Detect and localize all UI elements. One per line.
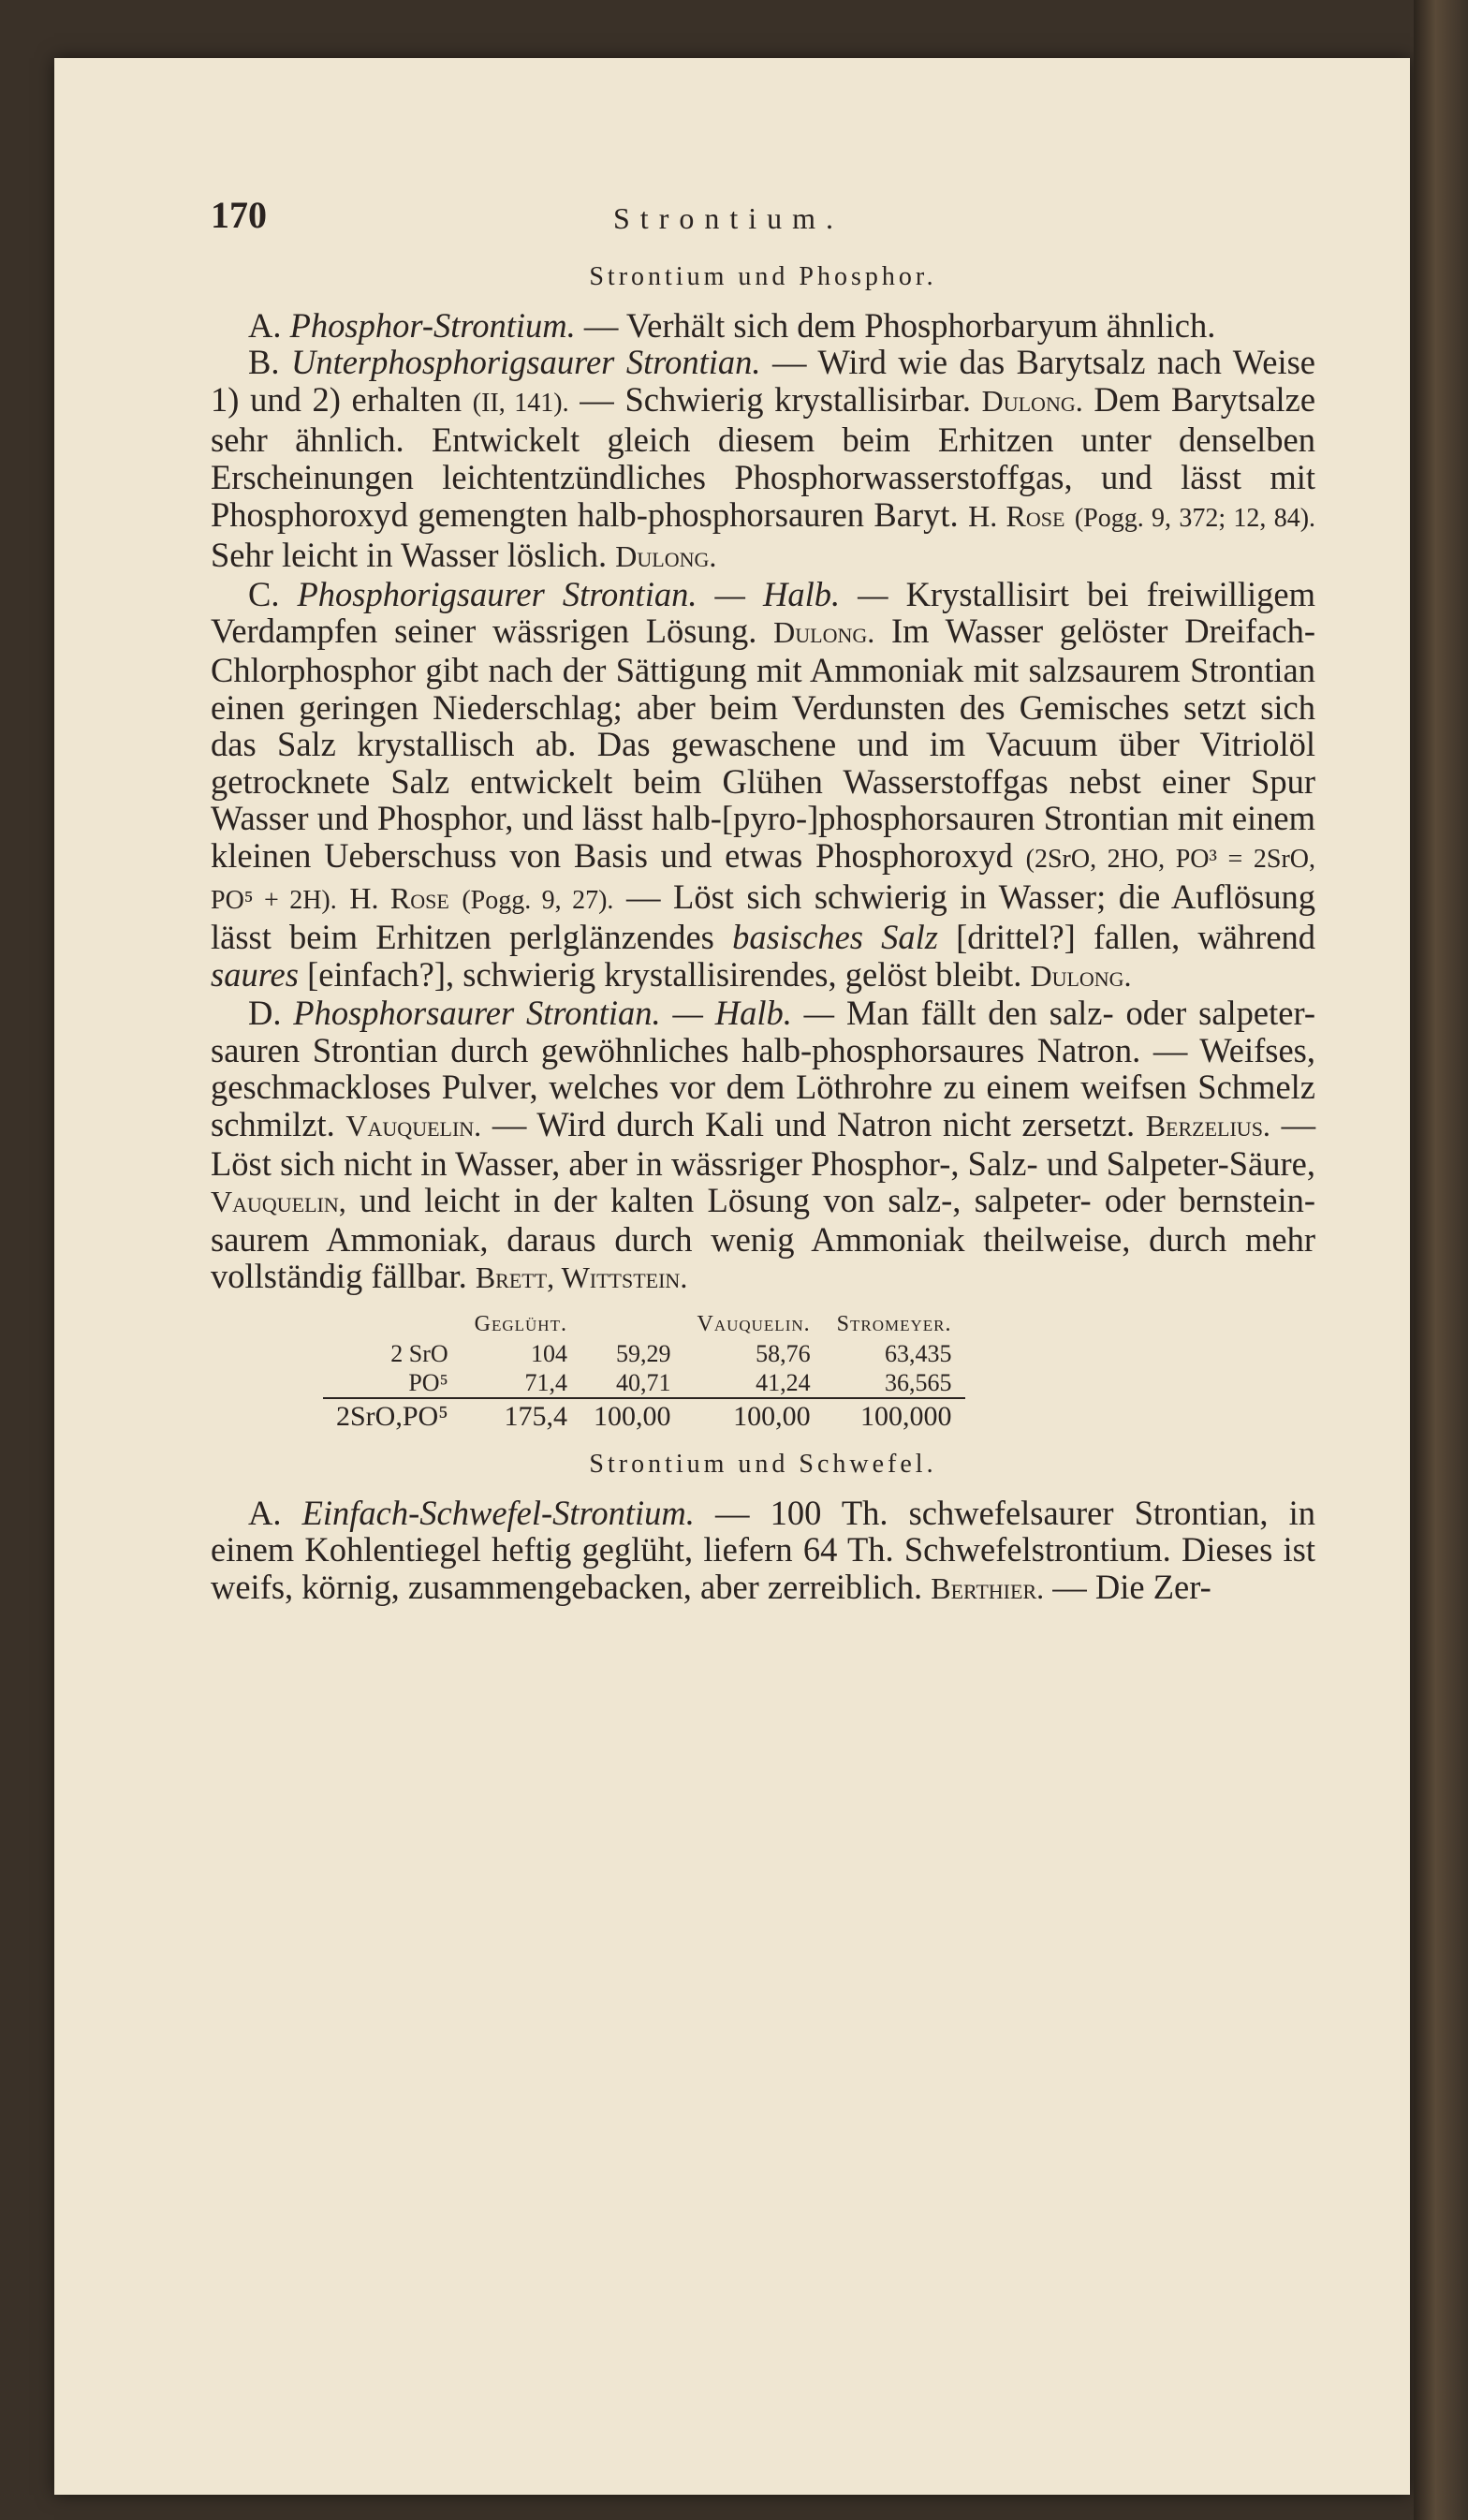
paragraph-c: C. Phosphorigsaurer Strontian. — Halb. — Krystallisirt bei freiwilligem Verdampfen seiner wässrigen Lösung. Dulong. Im Wasser gelöster Dreifach-Chlorphosphor gibt nach der Sättigung mit Ammoniak mit salzsaurem Strontian einen geringen Niederschlag; aber beim Verdunsten des Gemisches setzt sich das Salz krystallisch ab. Das gewaschene und im Vacuum über Vitriolöl getrocknete Salz entwickelt beim Glühen Wasserstoffgas nebst einer Spur Wasser und Phosphor, und lässt halb-[pyro-]phosphorsauren Strontian mit einem kleinen Ueberschuss von Basis und etwas Phosphoroxyd (2SrO, 2HO, PO³ = 2SrO, PO⁵ + 2H). H. Rose (Pogg. 9, 27). — Löst sich schwierig in Wasser; die Auflösung lässt beim Erhitzen perlglänzendes basisches Salz [drittel?] fallen, während saures [einfach?], schwierig krystallisirendes, gelöst bleibt. Dulong. (211, 574, 1316, 994)
table-row: PO⁵ 71,4 40,71 41,24 36,565 (408, 1369, 952, 1397)
page-number: 170 (211, 194, 267, 236)
compound-name: Phosphorigsaurer Strontian. (297, 574, 697, 613)
page-text (211, 194, 1316, 1607)
page-fold-shadow (1414, 0, 1468, 2520)
paragraph-d: D. Phosphorsaurer Strontian. — Halb. — Man fällt den salz- oder salpeter-sauren Strontian durch gewöhnliches halb-phosphorsaures Natron. — Weifses, geschmackloses Pulver, welches vor dem Löthrohre zu einem weifsen Schmelz schmilzt. Vauquelin. — Wird durch Kali und Natron nicht zersetzt. Berzelius. — Löst sich nicht in Wasser, aber in wässriger Phosphor-, Salz- und Salpeter-Säure, Vauquelin, und leicht in der kalten Lösung von salz-, salpeter- oder bernstein-saurem Ammoniak, daraus durch wenig Ammoniak theilweise, durch mehr vollständig fällbar. Brett, Wittstein. (211, 994, 1316, 1296)
table-total-row: 2SrO,PO⁵ 175,4 100,00 100,00 100,000 (323, 1398, 965, 1431)
page-header (211, 194, 1315, 243)
paragraph-schwefel-a: A. Einfach-Schwefel-Strontium. — 100 Th. schwefelsaurer Strontian, in einem Kohlentiegel heftig geglüht, liefern 64 Th. Schwefelstrontium. Dieses ist weifs, körnig, zusammengebacken, aber zerreiblich. Berthier. — Die Zer- (211, 1493, 1316, 1606)
table-row: 2 SrO 104 59,29 58,76 63,435 (390, 1340, 952, 1368)
compound-name: Phosphor-Strontium. (289, 305, 576, 345)
section-title-phosphor: Strontium und Phosphor. (589, 262, 937, 291)
compound-name: Phosphorsaurer Strontian. (293, 994, 661, 1033)
compound-name: Einfach-Schwefel-Strontium. (301, 1493, 695, 1532)
paragraph-a: A. Phosphor-Strontium. — Verhält sich dem Phosphorbaryum ähnlich. (248, 305, 1216, 345)
paragraph-b: B. Unterphosphorigsaurer Strontian. — Wird wie das Barytsalz nach Weise 1) und 2) erhalten (II, 141). — Schwierig krystallisirbar. Dulong. Dem Barytsalze sehr ähnlich. Entwickelt gleich diesem beim Erhitzen unter denselben Erscheinungen leichtentzündliches Phosphorwasserstoffgas, und lässt mit Phosphoroxyd gemengten halb-phosphorsauren Baryt. H. Rose (Pogg. 9, 372; 12, 84). Sehr leicht in Wasser löslich. Dulong. (211, 343, 1316, 575)
composition-table (323, 1310, 965, 1431)
compound-name: Unterphosphorigsaurer Strontian. (290, 343, 761, 382)
table-header-row: Geglüht. Vauquelin. Stromeyer. (474, 1312, 952, 1337)
section-title-schwefel: Strontium und Schwefel. (589, 1450, 937, 1480)
running-title: Strontium. (613, 201, 844, 235)
